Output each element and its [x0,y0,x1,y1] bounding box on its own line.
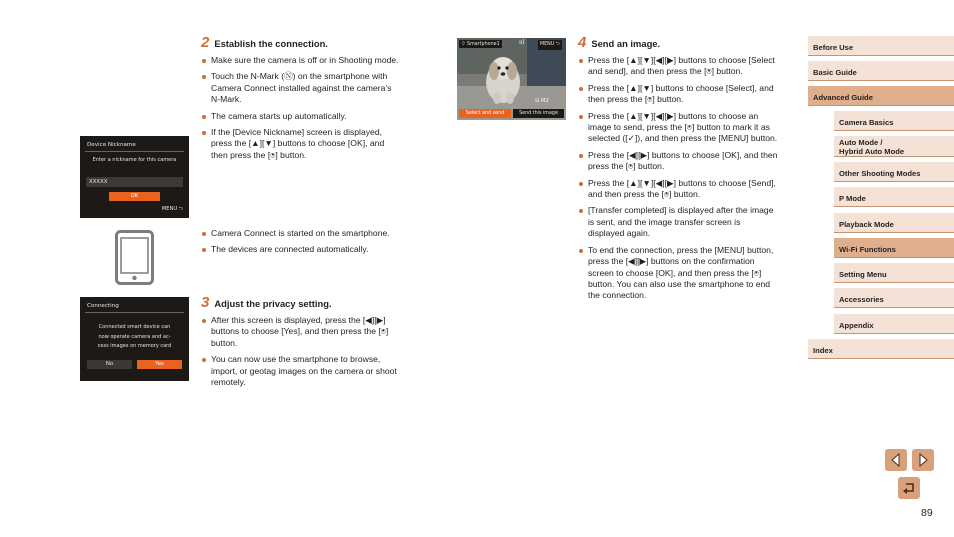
nickname-field[interactable]: XXXXX [86,177,183,187]
step-number: 4 [578,34,587,51]
sidebar-item-basic-guide[interactable] [808,61,954,81]
sidebar-item-label: Before Use [813,43,854,52]
bullet: The camera starts up automatically. [201,111,401,122]
signal-icon: ⁞ıl [519,39,525,46]
nickname-prompt: Enter a nickname for this camera [92,157,177,163]
prev-page-button[interactable] [885,449,907,471]
step-3-bullets [201,315,401,388]
step-number: 2 [201,34,210,51]
sidebar-item-label: Hybrid Auto Mode [839,146,905,156]
step-2-bullets [201,55,401,161]
connecting-screen [80,297,189,381]
divider [85,312,184,313]
sidebar-item-wifi-functions[interactable] [834,238,954,258]
select-and-send-button[interactable]: Select and send [459,109,511,118]
sidebar-item-before-use[interactable] [808,36,954,56]
sidebar-item-label: Advanced Guide [813,93,873,102]
return-icon [901,481,917,495]
menu-back-label: MENU ⮌ [538,40,562,50]
sidebar-item-playback-mode[interactable] [834,213,954,233]
menu-back-label: MENU ⮌ [161,206,183,212]
no-button[interactable]: No [87,360,132,369]
sidebar-item-label: Wi-Fi Functions [839,245,896,254]
device-nickname-screen [80,136,189,218]
sidebar-item-label: Index [813,346,833,355]
sidebar-item-label: P Mode [839,194,866,203]
phone-name: Smartphone1 [467,42,500,47]
bullet: The devices are connected automatically. [201,244,401,255]
sidebar-item-index[interactable] [808,339,954,359]
divider [85,151,184,152]
bullet: After this screen is displayed, press the [◀][▶] buttons to choose [Yes], and then press the [⍟] button. [201,315,401,349]
step-title: Establish the connection. [214,37,328,49]
phone-name-label [459,40,502,48]
sidebar-item-label: Basic Guide [813,68,857,77]
dog-photo [457,38,566,120]
bullet: You can now use the smartphone to browse, import, or geotag images on the camera or shoot remotely. [201,354,401,388]
sidebar-item-appendix[interactable] [834,314,954,334]
step-title: Send an image. [591,37,661,49]
bullet: [Transfer completed] is displayed after the image is sent, and the image transfer screen is displayed again. [578,205,778,239]
next-page-icon [916,453,930,467]
step-2 [201,36,401,166]
sidebar-item-auto-mode[interactable] [834,136,954,157]
sidebar-item-label: Other Shooting Modes [839,169,921,178]
bullet: Make sure the camera is off or in Shooting mode. [201,55,401,66]
message-line: cess images on memory card [97,343,172,350]
connecting-message [80,323,189,352]
bullet: Press the [▲][▼][◀][▶] buttons to choose an image to send, press the [⍟] button to mark it as selected ([✓]), and then press the [MENU] button. [578,111,778,145]
bullet: If the [Device Nickname] screen is displayed, press the [▲][▼] buttons to choose [OK], and then press the [⍟] button. [201,127,401,161]
step-2-continued [201,223,401,261]
bullet: Press the [▲][▼][◀][▶] buttons to choose [Send], and then press the [⍟] button. [578,178,778,201]
sidebar-item-accessories[interactable] [834,288,954,308]
image-counter: ⊟ M2 [535,98,549,104]
bullet: Press the [▲][▼] buttons to choose [Select], and then press the [⍟] button. [578,83,778,106]
bullet: Touch the N-Mark (Ⓝ) on the smartphone with Camera Connect installed against the camera’s N-Mark. [201,71,401,105]
sidebar-item-p-mode[interactable] [834,187,954,207]
yes-button[interactable]: Yes [137,360,182,369]
sidebar-item-label: Appendix [839,321,874,330]
step-4 [578,36,778,307]
sidebar-item-label: Setting Menu [839,270,887,279]
sidebar-item-label: Auto Mode / [839,138,883,147]
sidebar-item-setting-menu[interactable] [834,263,954,283]
prev-page-icon [889,453,903,467]
bullet: Press the [◀][▶] buttons to choose [OK], and then press the [⍟] button. [578,150,778,173]
screen-title: Device Nickname [87,142,136,148]
step-title: Adjust the privacy setting. [214,297,332,309]
wifi-icon: ⌔ [461,42,466,47]
sidebar-item-label: Camera Basics [839,118,894,127]
bullet: To end the connection, press the [MENU] button, press the [◀][▶] buttons on the confirmation screen to choose [OK], and then press the [⍟] button. You can also use the smartphone to end the connection. [578,245,778,302]
next-page-button[interactable] [912,449,934,471]
bullet: Press the [▲][▼][◀][▶] buttons to choose [Select and send], and then press the [⍟] button. [578,55,778,78]
return-button[interactable] [898,477,920,499]
smartphone-icon [115,230,154,285]
page-number: 89 [921,507,933,519]
sidebar-item-other-shooting-modes[interactable] [834,162,954,182]
step-3 [201,296,401,393]
ok-button[interactable]: OK [109,192,160,201]
send-this-image-button[interactable]: Send this image [513,109,564,118]
message-line: now operate camera and ac- [98,333,171,340]
screen-title: Connecting [87,303,119,309]
step-4-bullets [578,55,778,302]
step-2-bullets-after [201,228,401,256]
sidebar-item-camera-basics[interactable] [834,111,954,131]
message-line: Connected smart device can [98,324,171,330]
sidebar-item-label: Accessories [839,295,884,304]
step-number: 3 [201,294,210,311]
bullet: Camera Connect is started on the smartphone. [201,228,401,239]
send-image-screen [457,38,566,120]
sidebar-item-label: Playback Mode [839,220,894,229]
sidebar-item-advanced-guide[interactable] [808,86,954,106]
